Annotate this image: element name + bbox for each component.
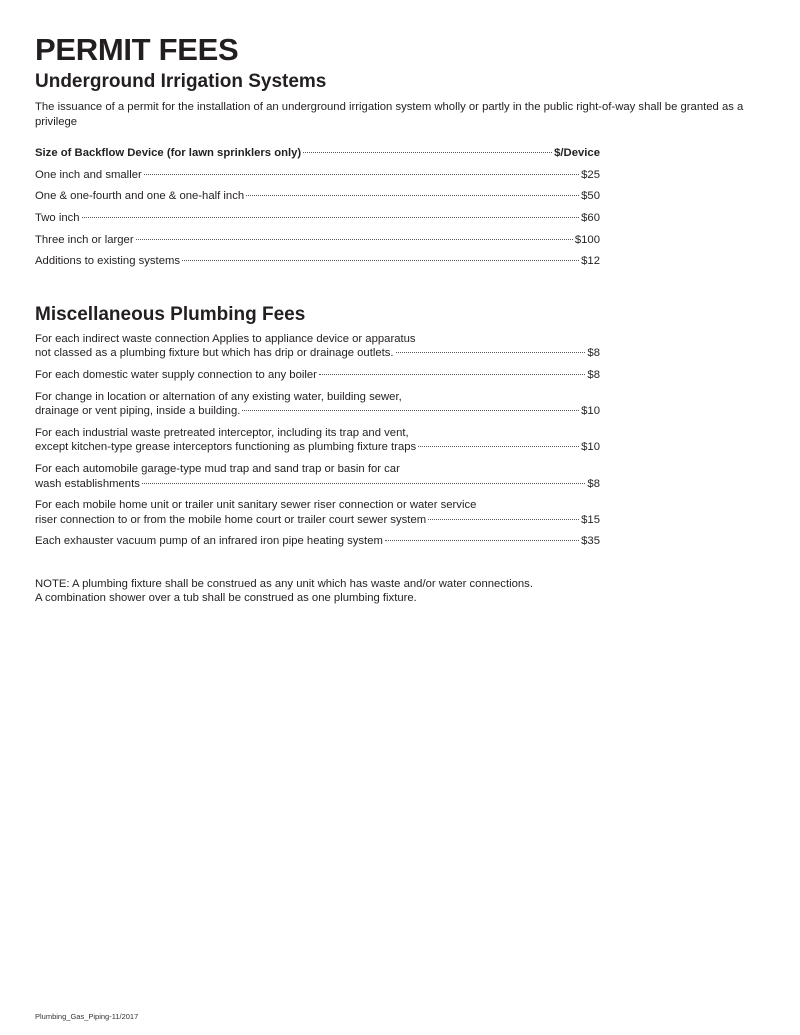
table-row (35, 168, 600, 190)
dot-leader (182, 260, 579, 261)
item-text-line: riser connection to or from the mobile home court or trailer court sewer system (35, 513, 427, 526)
irrigation-fee-table (35, 146, 600, 276)
row-label: Additions to existing systems (35, 255, 181, 268)
footer-doc-id: Plumbing_Gas_Piping-11/2017 (35, 1012, 139, 1021)
row-label: Two inch (35, 212, 80, 225)
table-row (35, 233, 600, 255)
dot-leader (303, 152, 552, 153)
table-row (35, 254, 600, 276)
item-text-line: Each exhauster vacuum pump of an infrared iron pipe heating system (35, 535, 383, 548)
row-price: $100 (574, 233, 600, 246)
item-text-line: not classed as a plumbing fixture but which has drip or drainage outlets. (35, 347, 394, 360)
item-text-line: For each indirect waste connection Applies to appliance device or apparatus (35, 333, 416, 346)
document-page (35, 30, 744, 606)
item-text-line: For each automobile garage-type mud trap and sand trap or basin for car (35, 463, 400, 476)
dot-leader (142, 483, 586, 484)
row-price: $50 (581, 190, 600, 203)
item-price: $10 (581, 441, 600, 454)
dot-leader (82, 217, 580, 218)
item-text-line: except kitchen-type grease interceptors functioning as plumbing fixture traps (35, 441, 417, 454)
dot-leader (385, 540, 579, 541)
row-label: Three inch or larger (35, 233, 134, 246)
item-text-line: For each industrial waste pretreated interceptor, including its trap and vent, (35, 427, 409, 440)
table-row (35, 211, 600, 233)
irrigation-intro: The issuance of a permit for the installation of an underground irrigation system wholly or partly in the public right-of-way shall be granted as a privilege (35, 101, 744, 128)
row-price: $25 (581, 168, 600, 181)
dot-leader (242, 410, 579, 411)
list-item (35, 426, 600, 455)
misc-heading: Miscellaneous Plumbing Fees (35, 304, 306, 326)
item-price: $8 (587, 347, 600, 360)
header-unit: $/Device (554, 147, 600, 159)
item-text-line: drainage or vent piping, inside a building. (35, 405, 241, 418)
item-text-line: For each mobile home unit or trailer unit sanitary sewer riser connection or water service (35, 499, 477, 512)
note (35, 577, 755, 606)
item-price: $35 (581, 535, 600, 548)
row-price: $60 (581, 212, 600, 225)
table-header (35, 146, 600, 168)
page-title: PERMIT FEES (35, 32, 239, 67)
dot-leader (428, 519, 579, 520)
item-price: $8 (587, 477, 600, 490)
irrigation-heading: Underground Irrigation Systems (35, 71, 327, 92)
dot-leader (246, 195, 579, 196)
row-price: $12 (581, 255, 600, 268)
list-item (35, 332, 600, 361)
table-row (35, 189, 600, 211)
dot-leader (418, 446, 579, 447)
row-label: One & one-fourth and one & one-half inch (35, 190, 245, 203)
list-item (35, 368, 600, 382)
item-price: $8 (587, 369, 600, 382)
row-label: One inch and smaller (35, 168, 142, 181)
dot-leader (136, 239, 573, 240)
item-price: $15 (581, 513, 600, 526)
dot-leader (396, 352, 586, 353)
misc-fee-list (35, 332, 600, 549)
item-text-line: wash establishments (35, 477, 140, 490)
header-label: Size of Backflow Device (for lawn sprinklers only) (35, 147, 302, 159)
list-item (35, 462, 600, 491)
item-text-line: For each domestic water supply connection to any boiler (35, 369, 317, 382)
note-line-2: A combination shower over a tub shall be construed as one plumbing fixture. (35, 592, 417, 605)
item-price: $10 (581, 405, 600, 418)
dot-leader (144, 174, 579, 175)
list-item (35, 498, 600, 527)
dot-leader (319, 374, 585, 375)
list-item (35, 534, 600, 548)
list-item (35, 390, 600, 419)
note-line-1: NOTE: A plumbing fixture shall be construed as any unit which has waste and/or water connections. (35, 577, 533, 590)
item-text-line: For change in location or alternation of any existing water, building sewer, (35, 391, 402, 404)
